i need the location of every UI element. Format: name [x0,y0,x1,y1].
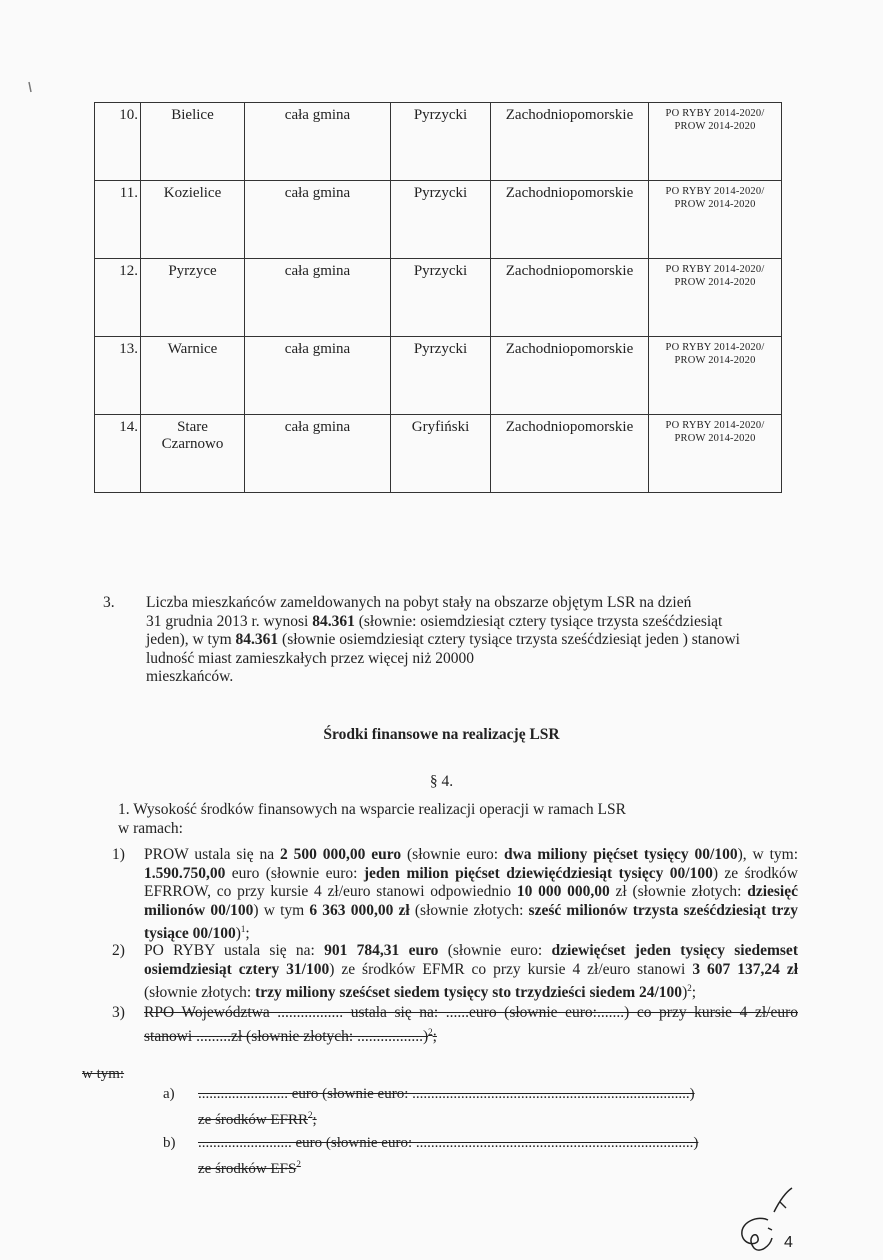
program-cell: PO RYBY 2014-2020/ PROW 2014-2020 [649,259,782,337]
row-number: 11. [95,181,141,259]
program-cell: PO RYBY 2014-2020/ PROW 2014-2020 [649,415,782,493]
list-item-text: PO RYBY ustala się na: 901 784,31 euro (słownie euro: dziewięćset jeden tysięcy siedemset osiemdziesiąt cztery 31/100) ze środków EFMR co przy kursie 4 zł/euro stanowi 3 607 137,24 zł (słownie złotych: trzy miliony sześćset siedem tysięcy sto trzydzieści siedem 24/100)$^2$; [144,942,798,1002]
w-tym-label: w tym: [82,1066,125,1082]
municipality-name: Bielice [141,103,245,181]
county-cell: Pyrzycki [391,337,491,415]
paragraph-number: 3. [103,594,115,611]
row-number: 14. [95,415,141,493]
county-cell: Gryfiński [391,415,491,493]
scope-cell: cała gmina [245,103,391,181]
paragraph-text: Liczba mieszkańców zameldowanych na pobyt stały na obszarze objętym LSR na dzień 31 grudnia 2013 r. wynosi 84.361 (słownie: osiemdziesiąt cztery tysiące trzysta sześćdziesiąt jeden), w tym 84.361 (słownie osiemdziesiąt cztery tysiące trzysta sześćdziesiąt jeden ) stanowi ludność miast zamieszkałych przez więcej niż 20000 mieszkańców. [146,594,740,685]
voivodeship-cell: Zachodniopomorskie [491,259,649,337]
table-row [95,181,782,259]
row-number: 12. [95,259,141,337]
voivodeship-cell: Zachodniopomorskie [491,103,649,181]
document-page: 10. Bielice cała gmina Pyrzycki Zachodniopomorskie PO RYBY 2014-2020/ PROW 2014-2020 11. Kozielice cała gmina Pyrzycki Zachodniopomorskie PO RYBY 2014-2020/ PROW 2014-2020 12. Pyrzyce cała gmina Pyrzycki Zachodniopomorskie PO RYBY 2014-2020/ PROW 2014-2020 13. Warnice cała gmina Pyrzycki Zachodniopomorskie PO RYBY 2014-2020/ PROW 2014-2020 14. Stare Czarnowo cała gmina Gryfiński Zachodniopomorskie PO RYBY 2014-2020/ PROW 2014-2020 3. Liczba mieszkańców zameldowanych na pobyt stały na obszarze objętym LSR na dzień 31 grudnia 2013 r. wynosi 84.361 (słownie: osiemdziesiąt cztery tysiące trzysta sześćdziesiąt jeden), w tym 84.361 (słownie osiemdziesiąt cztery tysiące trzysta sześćdziesiąt jeden ) stanowi ludność miast zamieszkałych przez więcej niż 20000 mieszkańców. Środki finansowe na realizację LSR § 4. 1. Wysokość środków finansowych na wsparcie realizacji operacji w ramach LSR w ramach: 1) PROW ustala się na 2 500 000,00 euro (słownie euro: dwa miliony pięćset tysięcy 00/100), w tym: 1.590.750,00 euro (słownie euro: jeden milion pięćset dziewięćdziesiąt tysięcy 00/100) ze środków EFRROW, co przy kursie 4 zł/euro stanowi odpowiednio 10 000 000,00 zł (słownie złotych: dziesięć milionów 00/100) w tym 6 363 000,00 zł (słownie złotych: sześć milionów trzysta sześćdziesiąt trzy tysiące 00/100)$^1$; 2) PO RYBY ustala się na: 901 784,31 euro (słownie euro: dziewięćset jeden tysięcy siedemset osiemdziesiąt cztery 31/100) ze środków EFMR co przy kursie 4 zł/euro stanowi 3 607 137,24 zł (słownie złotych: trzy miliony sześćset siedem tysięcy sto trzydzieści siedem 24/100)$^2$; 3) RPO Województwa ................. ustala się na: ......euro (słownie euro:.......) co przy kursie 4 zł/euro stanowi .........zł (słownie złotych: .................)$^2$; w tym: a) ........................ euro (słownie euro: ..........................................................................) ze środków EFRR$^2$; b) ......................... euro (słownie euro: ..........................................................................) ze środków EFS$^2$ 4 [0,0,883,1260]
county-cell: Pyrzycki [391,259,491,337]
municipalities-table [94,102,782,493]
table-row [95,415,782,493]
voivodeship-cell: Zachodniopomorskie [491,415,649,493]
row-number: 13. [95,337,141,415]
program-cell: PO RYBY 2014-2020/ PROW 2014-2020 [649,181,782,259]
municipality-name: Pyrzyce [141,259,245,337]
row-number: 10. [95,103,141,181]
table-row [95,259,782,337]
scope-cell: cała gmina [245,181,391,259]
municipality-name: Kozielice [141,181,245,259]
scope-cell: cała gmina [245,337,391,415]
page-number: 4 [784,1234,793,1251]
scope-cell: cała gmina [245,415,391,493]
section-number: § 4. [429,773,454,790]
program-cell: PO RYBY 2014-2020/ PROW 2014-2020 [649,337,782,415]
table-row [95,103,782,181]
voivodeship-cell: Zachodniopomorskie [491,181,649,259]
municipality-name: Warnice [141,337,245,415]
county-cell: Pyrzycki [391,181,491,259]
program-cell: PO RYBY 2014-2020/ PROW 2014-2020 [649,103,782,181]
county-cell: Pyrzycki [391,103,491,181]
table-row [95,337,782,415]
list-item-text: PROW ustala się na 2 500 000,00 euro (słownie euro: dwa miliony pięćset tysięcy 00/100), w tym: 1.590.750,00 euro (słownie euro: jeden milion pięćset dziewięćdziesiąt tysięcy 00/100) ze środków EFRROW, co przy kursie 4 zł/euro stanowi odpowiednio 10 000 000,00 zł (słownie złotych: dziesięć milionów 00/100) w tym 6 363 000,00 zł (słownie złotych: sześć milionów trzysta sześćdziesiąt trzy tysiące 00/100)$^1$; [144,846,799,943]
scope-cell: cała gmina [245,259,391,337]
municipality-name: Stare Czarnowo [141,415,245,493]
intro-text: 1. Wysokość środków finansowych na wsparcie realizacji operacji w ramach LSR w ramach: [118,801,626,837]
section-heading: Środki finansowe na realizację LSR [323,726,560,743]
voivodeship-cell: Zachodniopomorskie [491,337,649,415]
list-item-text-struck: RPO Województwa ................. ustala się na: ......euro (słownie euro:.......) co przy kursie 4 zł/euro stanowi .........zł (słownie złotych: .................)$^2$; [144,1004,798,1045]
scan-speck [26,80,34,94]
